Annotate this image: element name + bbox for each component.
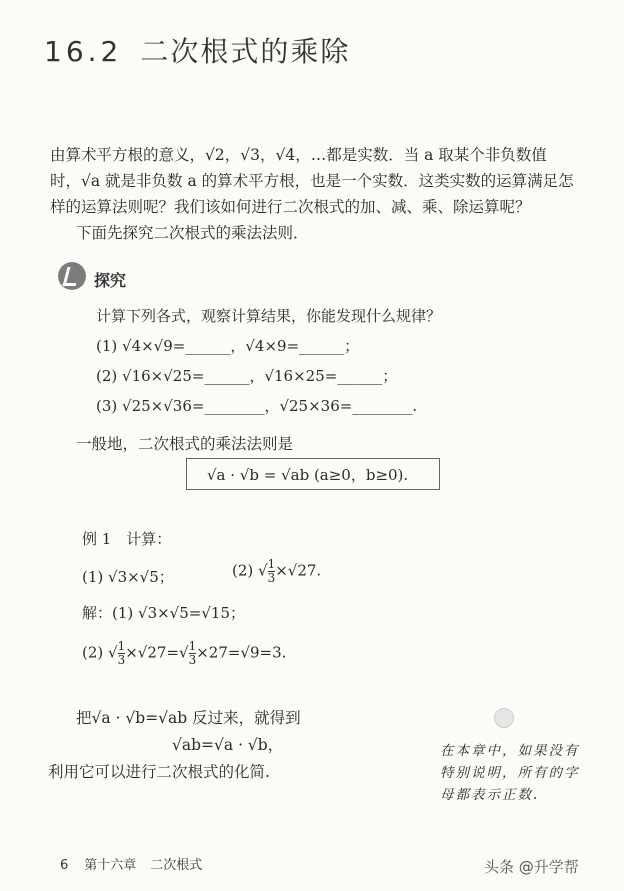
intro-line-3: 样的运算法则呢？我们该如何进行二次根式的加、减、乘、除运算呢？ — [50, 198, 531, 216]
example-title: 例 1 计算： — [82, 530, 172, 548]
sol2-suffix: =√9=3. — [227, 643, 287, 662]
multiplication-rule: √a · √b = √ab (a≥0，b≥0). — [207, 466, 409, 484]
note-bubble-icon — [494, 708, 514, 728]
sol2-mid: ×√27=√ — [125, 643, 189, 662]
page-number: 6 — [60, 858, 69, 873]
reverse-line-3: 利用它可以进行二次根式的化简. — [48, 763, 270, 781]
chapter-title: 二次根式 — [150, 858, 203, 873]
example-question-2 — [232, 558, 321, 585]
explore-item-1: (1) √4×√9=______，√4×9=______； — [96, 337, 360, 355]
reverse-line-2: √ab=√a · √b， — [172, 736, 284, 754]
explore-label: 探究 — [94, 271, 127, 290]
fraction-denominator: 3 — [117, 653, 126, 667]
chapter-label: 第十六章 — [84, 858, 137, 873]
multiplication-rule-box — [186, 458, 440, 490]
q2-prefix: (2) √ — [232, 561, 268, 580]
fraction-denominator: 3 — [267, 571, 276, 585]
page-footer — [60, 854, 202, 873]
side-note: 在本章中，如果没有特别说明，所有的字母都表示正数. — [440, 743, 580, 803]
reverse-line-1: 把√a · √b=√ab 反过来，就得到 — [76, 709, 301, 727]
intro-line-4: 下面先探究二次根式的乘法法则． — [76, 224, 309, 242]
explore-item-2: (2) √16×√25=______，√16×25=______； — [96, 367, 398, 385]
fraction-numerator: 1 — [188, 639, 197, 653]
section-number: 16.2 — [44, 35, 123, 68]
solution-2 — [82, 640, 286, 667]
solution-1: 解：(1) √3×√5=√15； — [82, 604, 246, 622]
fraction-numerator: 1 — [117, 639, 126, 653]
intro-line-1: 由算术平方根的意义，√2，√3，√4，…都是实数．当 a 取某个非负数值 — [50, 146, 547, 164]
page-title — [44, 30, 350, 70]
sol2-mid2: ×27 — [196, 643, 228, 662]
fraction-denominator: 3 — [188, 653, 197, 667]
rule-intro: 一般地，二次根式的乘法法则是 — [76, 435, 294, 453]
sol2-prefix: (2) √ — [82, 643, 118, 662]
watermark: 头条 @升学帮 — [484, 858, 579, 876]
explore-icon — [58, 262, 86, 290]
explore-prompt: 计算下列各式，观察计算结果，你能发现什么规律？ — [96, 307, 442, 325]
fraction-numerator: 1 — [267, 557, 276, 571]
example-question-1: (1) √3×√5； — [82, 568, 174, 586]
intro-line-2: 时，√a 就是非负数 a 的算术平方根，也是一个实数．这类实数的运算满足怎 — [50, 172, 574, 190]
section-title: 二次根式的乘除 — [140, 35, 351, 68]
q2-suffix: ×√27. — [275, 561, 322, 580]
explore-item-3: (3) √25×√36=________，√25×36=________. — [96, 397, 418, 415]
